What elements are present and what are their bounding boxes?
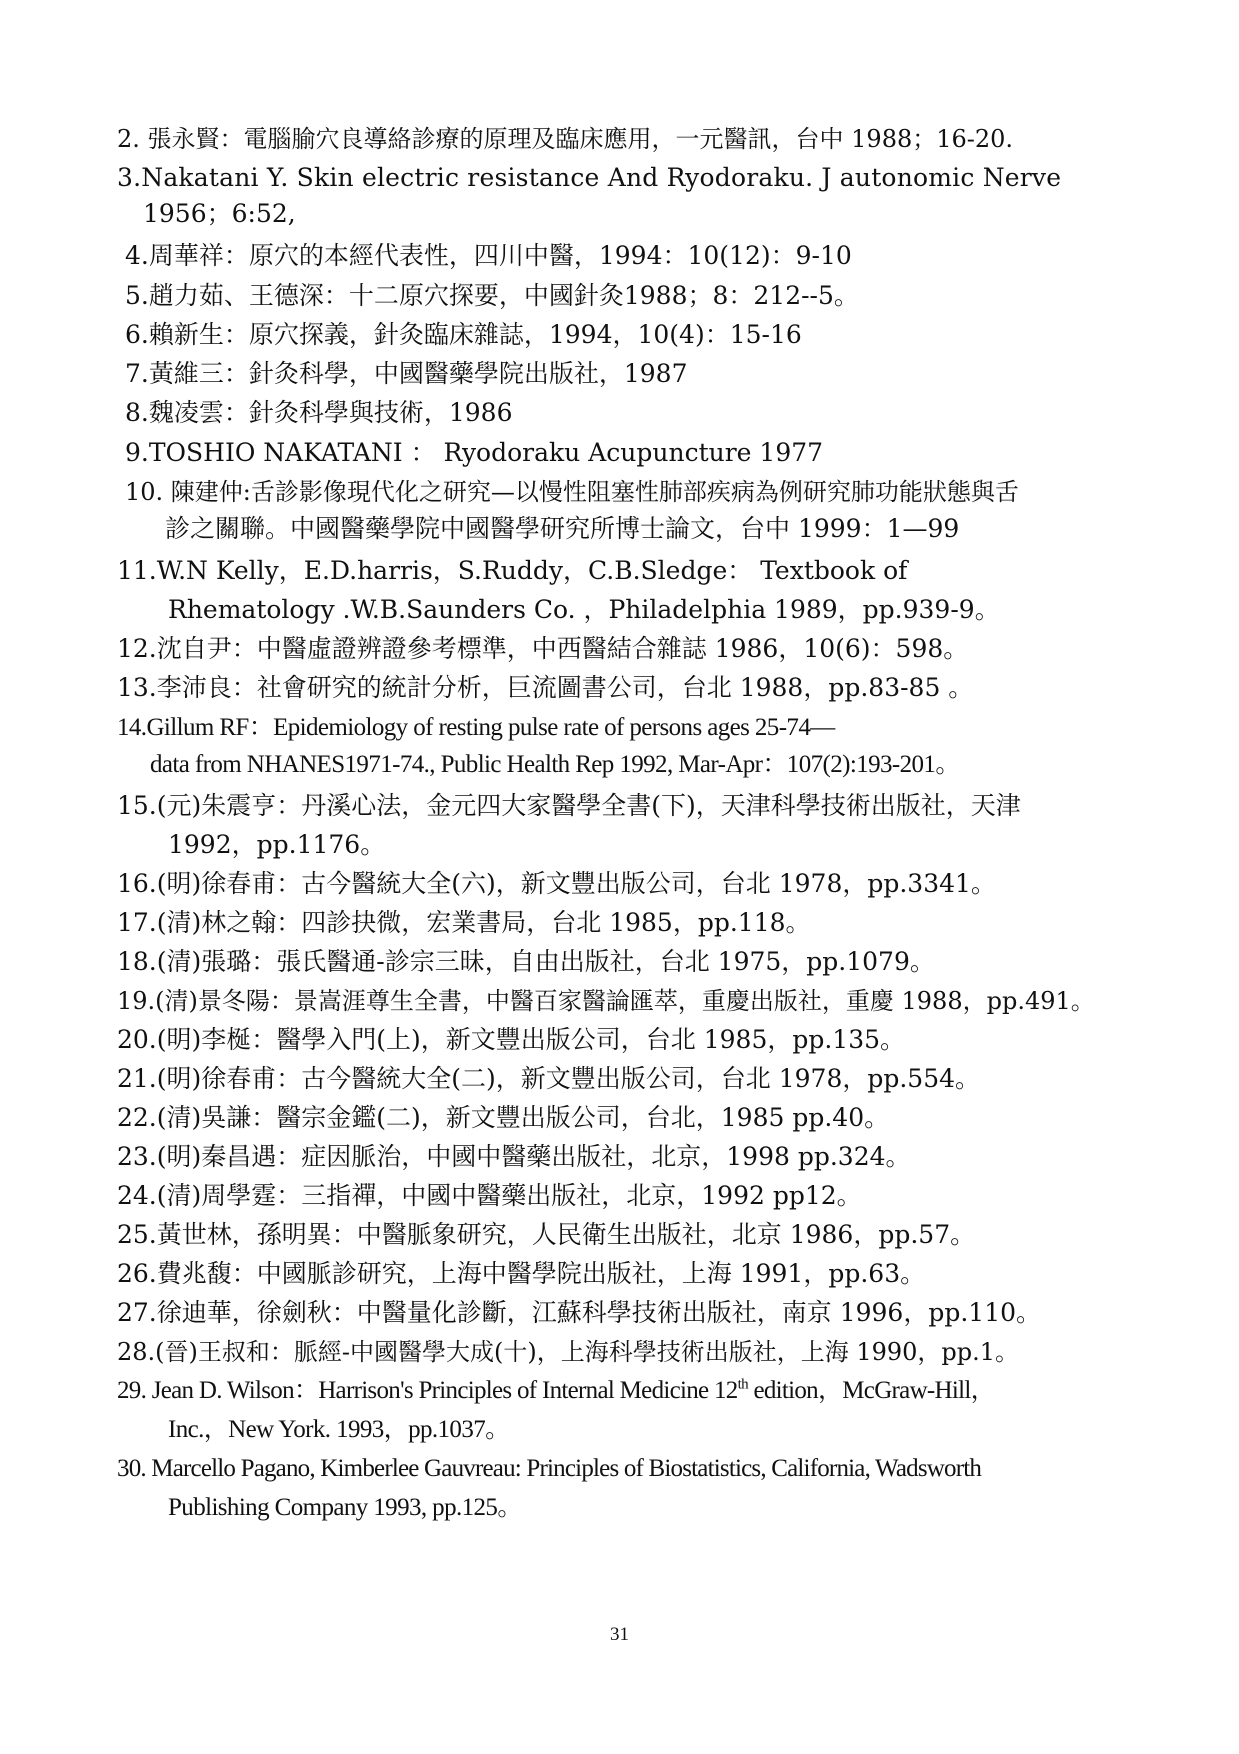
reference-26: 26.費兆馥：中國脈診研究，上海中醫學院出版社，上海 1991，pp.63。 (117, 1259, 926, 1288)
reference-3: 3.Nakatani Y. Skin electric resistance And Ryodoraku. J autonomic Nerve (117, 163, 1062, 192)
reference-30-continuation: Publishing Company 1993, pp.125。 (168, 1494, 522, 1521)
reference-15: 15.(元)朱震亨：丹溪心法，金元四大家醫學全書(下)，天津科學技術出版社，天津 (117, 791, 1021, 820)
reference-6: 6.賴新生：原穴探義，針灸臨床雜誌，1994，10(4)：15-16 (125, 320, 802, 349)
reference-2: 2. 張永賢：電腦腧穴良導絡診療的原理及臨床應用，一元醫訊，台中 1988；16-20. (117, 125, 1014, 153)
reference-12: 12.沈自尹：中醫虛證辨證參考標準，中西醫結合雜誌 1986，10(6)：598。 (117, 634, 969, 663)
reference-5: 5.趙力茹、王德深：十二原穴探要，中國針灸1988；8：212--5。 (125, 281, 859, 310)
reference-25: 25.黃世林，孫明異：中醫脈象研究，人民衛生出版社，北京 1986，pp.57。 (117, 1220, 976, 1249)
reference-10-continuation: 診之關聯。中國醫藥學院中國醫學研究所博士論文，台中 1999：1—99 (165, 514, 960, 543)
reference-8: 8.魏凌雲：針灸科學與技術，1986 (125, 398, 513, 427)
reference-29-superscript: th (737, 1376, 748, 1393)
reference-20: 20.(明)李梴：醫學入門(上)，新文豐出版公司，台北 1985，pp.135。 (117, 1025, 906, 1054)
reference-9: 9.TOSHIO NAKATANI ： Ryodoraku Acupuncture 1977 (125, 438, 824, 467)
reference-4: 4.周華祥：原穴的本經代表性，四川中醫，1994：10(12)：9-10 (125, 241, 852, 270)
reference-27: 27.徐迪華，徐劍秋：中醫量化診斷，江蘇科學技術出版社，南京 1996，pp.110。 (117, 1298, 1042, 1327)
reference-29-continuation: Inc.，New York. 1993，pp.1037。 (168, 1416, 510, 1443)
reference-30: 30. Marcello Pagano, Kimberlee Gauvreau: Principles of Biostatistics, California, Wadsworth (117, 1455, 982, 1482)
reference-11-continuation: Rhematology .W.B.Saunders Co. ，Philadelphia 1989，pp.939-9。 (168, 595, 1000, 624)
reference-29 (117, 1376, 995, 1406)
reference-24: 24.(清)周學霆：三指禪，中國中醫藥出版社，北京，1992 pp12。 (117, 1181, 862, 1210)
reference-28: 28.(晉)王叔和：脈經-中國醫學大成(十)，上海科學技術出版社，上海 1990，pp.1。 (117, 1338, 1020, 1366)
reference-13: 13.李沛良：社會研究的統計分析，巨流圖書公司，台北 1988，pp.83-85 。 (117, 673, 974, 702)
reference-22: 22.(清)吳謙：醫宗金鑑(二)，新文豐出版公司，台北，1985 pp.40。 (117, 1103, 890, 1132)
reference-23: 23.(明)秦昌遇：症因脈治，中國中醫藥出版社，北京，1998 pp.324。 (117, 1142, 911, 1171)
reference-29-part-b: edition，McGraw-Hill， (747, 1377, 995, 1404)
reference-15-continuation: 1992，pp.1176。 (168, 830, 386, 859)
page-number: 31 (610, 1624, 629, 1645)
reference-21: 21.(明)徐春甫：古今醫統大全(二)，新文豐出版公司，台北 1978，pp.554。 (117, 1064, 981, 1093)
reference-3-continuation: 1956；6:52, (143, 199, 296, 228)
reference-29-part-a: 29. Jean D. Wilson：Harrison's Principles of Internal Medicine 12 (117, 1377, 738, 1404)
reference-19: 19.(清)景冬陽：景嵩涯尊生全書，中醫百家醫論匯萃，重慶出版社，重慶 1988，pp.491。 (117, 987, 1095, 1015)
reference-10: 10. 陳建仲:舌診影像現代化之研究—以慢性阻塞性肺部疾病為例研究肺功能狀態與舌 (125, 478, 1019, 506)
reference-14: 14.Gillum RF：Epidemiology of resting pulse rate of persons ages 25-74— (117, 714, 835, 741)
reference-16: 16.(明)徐春甫：古今醫統大全(六)，新文豐出版公司，台北 1978，pp.3341。 (117, 869, 996, 898)
reference-18: 18.(清)張璐：張氏醫通-診宗三昧，自由出版社，台北 1975，pp.1079。 (117, 947, 935, 976)
reference-7: 7.黃維三：針灸科學，中國醫藥學院出版社，1987 (125, 359, 688, 388)
reference-17: 17.(清)林之翰：四診抉微，宏業書局，台北 1985，pp.118。 (117, 908, 811, 937)
reference-14-continuation: data from NHANES1971-74., Public Health Rep 1992, Mar-Apr：107(2):193-201。 (150, 751, 960, 778)
reference-11: 11.W.N Kelly，E.D.harris，S.Ruddy，C.B.Sledge： Textbook of (117, 556, 908, 585)
